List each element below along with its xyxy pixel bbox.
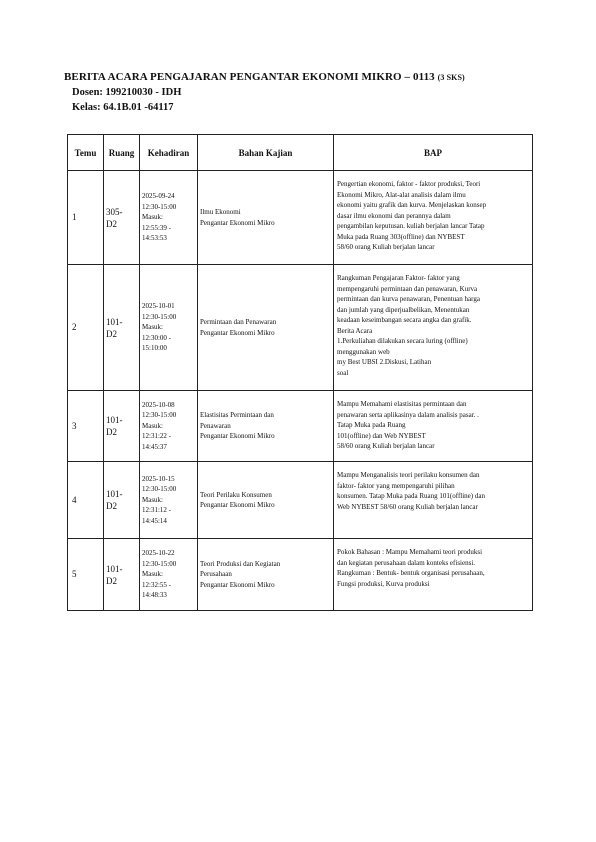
bap-line: Rangkuman : Bentuk- bentuk organisasi perusahaan, [337,569,485,577]
title-text: BERITA ACARA PENGAJARAN PENGANTAR EKONOMI MIKRO – 0113 [64,71,435,83]
room-line: D2 [106,501,117,511]
bap-line: Berita Acara [337,326,373,335]
topic-line: Permintaan dan Penawaran [200,318,277,326]
topic-line: Teori Produksi dan Kegiatan [200,559,281,568]
room-cell [104,265,140,391]
room-cell [104,391,140,462]
credits-label: (3 SKS) [437,73,465,82]
attendance-cell [140,391,198,462]
attendance-line: 2025-10-15 [142,474,175,483]
bap-line: my Best UBSI 2.Diskusi, Latihan [337,358,432,366]
bap-line: dan jumlah yang diperjualbelikan, Menentukan [337,305,470,314]
attendance-line: 12:30-15:00 [142,411,177,420]
bap-line: keadaan keseimbangan secara angka dan grafik. [337,316,472,324]
attendance-line: Masuk: [142,213,163,222]
table-row [68,462,533,539]
table-row [68,391,533,462]
attendance-line: 12:32:55 - [142,580,171,589]
document-header [64,70,534,115]
attendance-line: 14:45:14 [142,516,167,525]
attendance-line: 14:48:33 [142,591,167,600]
meeting-number-cell: 2 [68,265,104,391]
bap-line: pengambilan keputusan. kuliah berjalan lancar Tatap [337,222,485,230]
bap-line: 1.Perkuliahan dilakukan secara luring (offline) [337,337,468,345]
column-header-bahan-kajian: Bahan Kajian [198,135,334,171]
attendance-line: 2025-09-24 [142,192,175,201]
topic-line: Pengantar Ekonomi Mikro [200,580,275,589]
attendance-line: Masuk: [142,421,163,430]
topic-line: Penawaran [200,421,231,430]
meeting-number-cell: 4 [68,462,104,539]
meeting-number-cell: 3 [68,391,104,462]
room-cell [104,171,140,265]
bap-line: ekonomi yaitu grafik dan kurva. Menjelaskan konsep [337,201,487,209]
attendance-line: 12:30:00 - [142,333,171,342]
bap-cell [334,391,533,462]
column-header-bap: BAP [334,135,533,171]
room-line: D2 [106,427,117,437]
bap-line: Web NYBEST 58/60 orang Kuliah berjalan lancar [337,502,478,511]
bap-line: Tatap Muka pada Ruang [337,421,406,429]
bap-line: Fungsi produksi, Kurva produksi [337,579,430,588]
attendance-cell [140,171,198,265]
room-line: 101- [106,489,123,499]
topic-cell [198,171,334,265]
meeting-number-cell: 5 [68,539,104,611]
room-cell [104,462,140,539]
attendance-line: 12:30-15:00 [142,202,177,211]
bap-line: Pengertian ekonomi, faktor - faktor produksi, Teori [337,180,481,188]
bap-line: 101(offline) dan Web NYBEST [337,431,426,440]
attendance-cell [140,462,198,539]
bap-line: Pokok Bahasan : Mampu Memahami teori produksi [337,548,483,556]
attendance-line: Masuk: [142,495,163,504]
bap-line: penawaran serta aplikasinya dalam analisis pasar. . [337,410,479,419]
room-line: 101- [106,415,123,425]
bap-line: menggunakan web [337,347,390,356]
attendance-cell [140,539,198,611]
attendance-line: Masuk: [142,570,163,579]
bap-line: Rangkuman Pengajaran Faktor- faktor yang [337,274,460,282]
table-row [68,265,533,391]
bap-cell [334,462,533,539]
bap-cell [334,171,533,265]
table-row [68,171,533,265]
class-info: Kelas: 64.1B.01 -64117 [72,102,174,113]
attendance-table [67,134,533,611]
meeting-number-cell: 1 [68,171,104,265]
room-line: 101- [106,316,123,327]
table-row [68,539,533,611]
bap-line: Ekonomi Mikro, Alat-alat analisis dalam ilmu [337,190,466,199]
room-line: 305- [106,206,123,217]
attendance-line: 12:30-15:00 [142,485,177,494]
topic-line: Ilmu Ekonomi [200,208,241,216]
topic-cell [198,462,334,539]
room-line: D2 [106,328,117,339]
room-line: D2 [106,575,117,586]
bap-cell [334,539,533,611]
table-header-row [68,135,533,171]
attendance-line: 12:55:39 - [142,223,171,232]
attendance-cell [140,265,198,391]
topic-line: Pengantar Ekonomi Mikro [200,328,275,337]
bap-line: faktor- faktor yang mempengaruhi pilihan [337,481,455,490]
column-header-temu: Temu [68,135,104,171]
bap-cell [334,265,533,391]
attendance-line: 14:53:53 [142,234,167,243]
topic-cell [198,391,334,462]
lecturer-info: Dosen: 199210030 - IDH [72,87,182,98]
bap-line: Mampu Memahami elastisitas permintaan dan [337,400,467,408]
attendance-line: Masuk: [142,323,163,332]
room-line: D2 [106,218,117,229]
bap-line: mempengaruhi permintaan dan penawaran, Kurva [337,284,478,293]
topic-line: Teori Perilaku Konsumen [200,490,272,499]
topic-line: Pengantar Ekonomi Mikro [200,501,275,509]
bap-line: soal [337,368,349,377]
bap-line: 58/60 orang Kuliah berjalan lancar [337,442,435,450]
attendance-line: 2025-10-22 [142,549,175,558]
bap-line: Mampu Menganalisis teori perilaku konsumen dan [337,471,480,479]
bap-line: 58/60 orang Kuliah berjalan lancar [337,243,435,251]
attendance-line: 12:30-15:00 [142,312,177,321]
bap-line: dasar ilmu ekonomi dan perannya dalam [337,211,451,220]
attendance-line: 12:31:22 - [142,432,171,441]
attendance-line: 2025-10-01 [142,302,175,311]
room-cell [104,539,140,611]
attendance-line: 14:45:37 [142,442,167,451]
document-title [64,70,534,85]
attendance-line: 12:30-15:00 [142,559,177,568]
topic-line: Pengantar Ekonomi Mikro [200,218,275,227]
topic-cell [198,539,334,611]
topic-line: Perusahaan [200,570,232,579]
topic-line: Elastisitas Permintaan dan [200,411,274,420]
attendance-line: 15:10:00 [142,344,167,353]
bap-line: konsumen. Tatap Muka pada Ruang 101(offline) dan [337,492,485,500]
room-line: 101- [106,563,123,574]
topic-line: Pengantar Ekonomi Mikro [200,432,275,441]
bap-line: Muka pada Ruang 303(offline) dan NYBEST [337,232,465,241]
attendance-line: 12:31:12 - [142,506,171,515]
column-header-kehadiran: Kehadiran [140,135,198,171]
bap-line: permintaan dan kurva penawaran, Penentuan harga [337,295,480,303]
bap-line: dan kegiatan perusahaan dalam konteks efisiensi. [337,558,476,567]
attendance-line: 2025-10-08 [142,400,175,409]
topic-cell [198,265,334,391]
column-header-ruang: Ruang [104,135,140,171]
